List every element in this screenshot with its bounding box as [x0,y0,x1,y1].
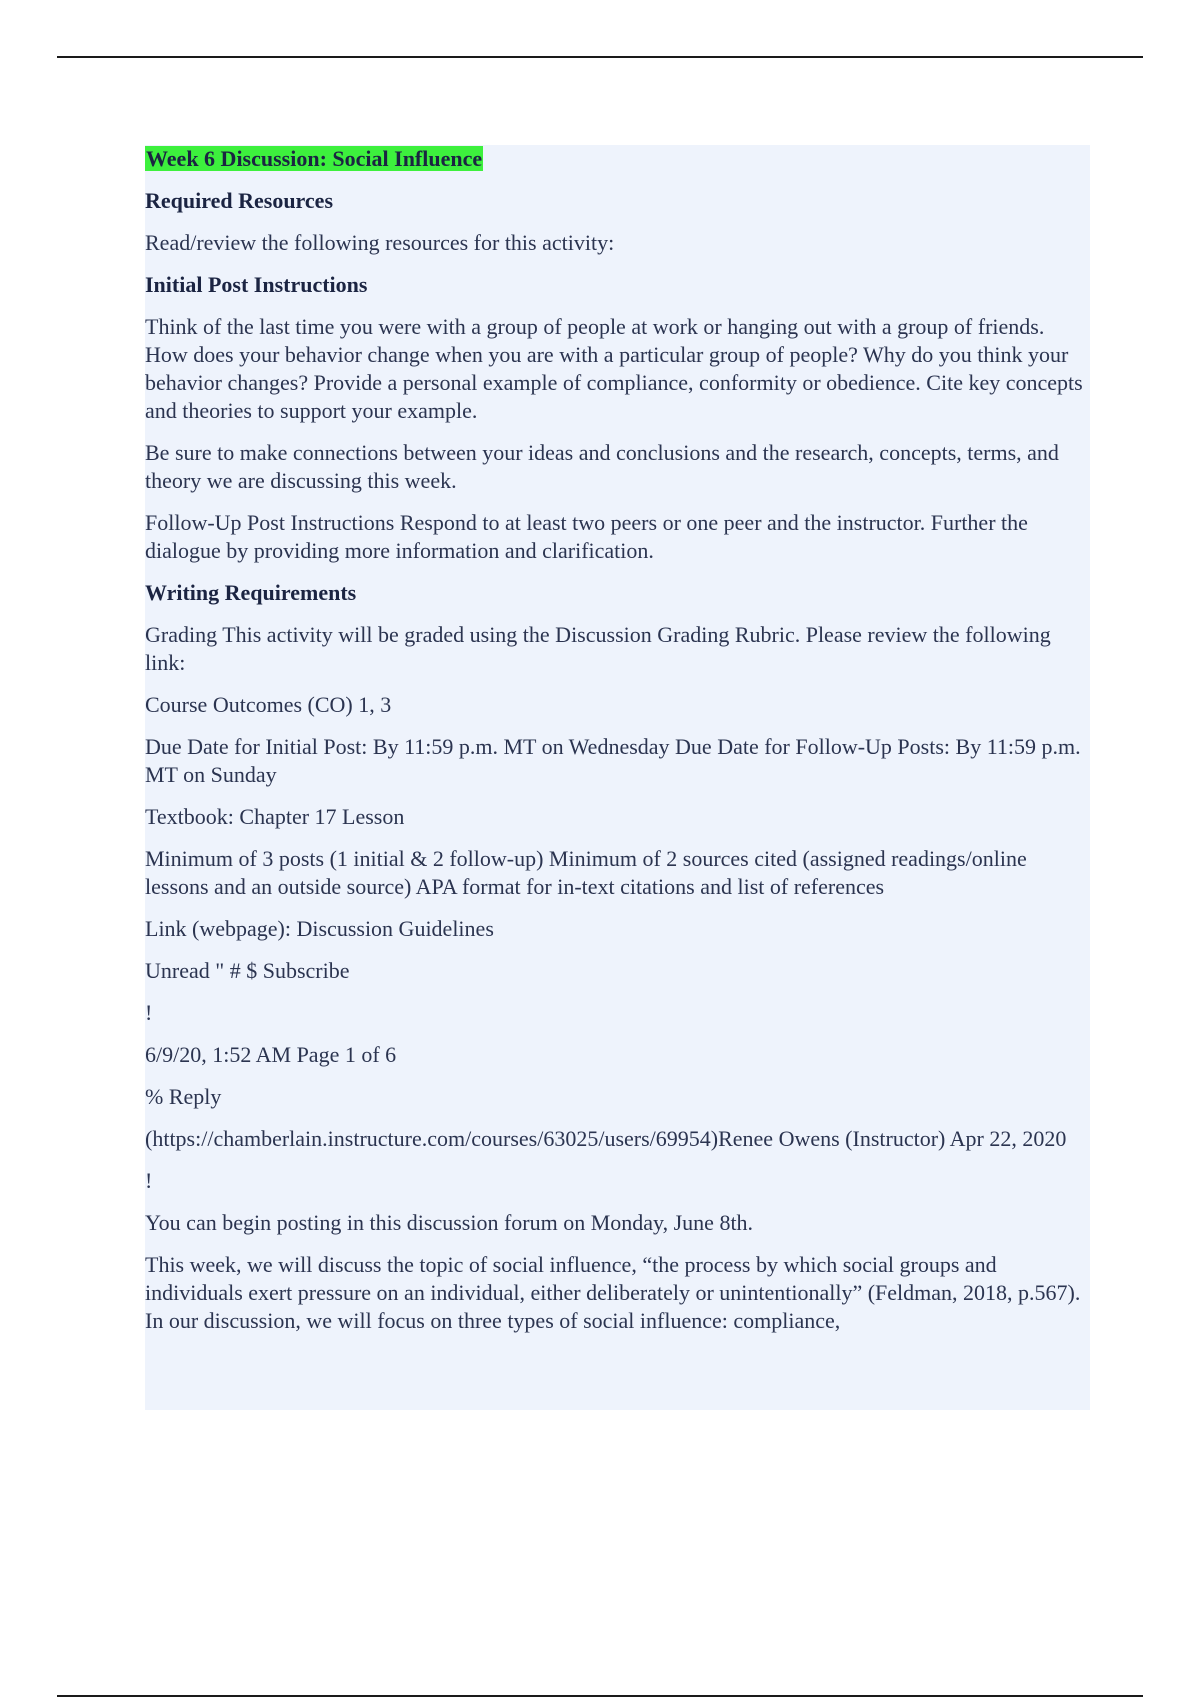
textbook-text: Textbook: Chapter 17 Lesson [145,804,405,829]
top-rule [57,56,1143,58]
grading-text: Grading This activity will be graded using the Discussion Grading Rubric. Please review the following link: [145,622,1051,675]
begin-posting-text: You can begin posting in this discussion forum on Monday, June 8th. [145,1210,754,1235]
initial-post-body: Think of the last time you were with a group of people at work or hanging out with a group of friends. How does your behavior change when you are with a particular group of people? Why do you think your behavior changes? Provide a personal example of compliance, conformity or obedience. Cite key concepts and theories to support your example. [145,314,1083,423]
discussion-guidelines-link[interactable]: Link (webpage): Discussion Guidelines [145,916,494,941]
exclamation-mark-2: ! [145,1168,153,1193]
document-title: Week 6 Discussion: Social Influence [146,146,483,171]
document-text [145,145,1090,1335]
initial-post-heading: Initial Post Instructions [145,272,368,297]
document-panel [145,145,1090,1410]
writing-requirements-heading: Writing Requirements [145,580,357,605]
connections-text: Be sure to make connections between your ideas and conclusions and the research, concepts, terms, and theory we are discussing this week. [145,440,1059,493]
this-week-text: This week, we will discuss the topic of social influence, “the process by which social groups and individuals exert pressure on an individual, either deliberately or unintentionally” (Feldman, 2018, p.567). In our discussion, we will focus on three types of social influence: compliance, [145,1252,1081,1333]
follow-up-text: Follow-Up Post Instructions Respond to at least two peers or one peer and the instructor. Further the dialogue by providing more information and clarification. [145,510,1028,563]
reply-text: % Reply [145,1084,222,1109]
required-resources-heading: Required Resources [145,188,334,213]
unread-subscribe-text: Unread " # $ Subscribe [145,958,350,983]
read-review-text: Read/review the following resources for this activity: [145,230,615,255]
title-line [145,145,1090,173]
instructor-line: (https://chamberlain.instructure.com/courses/63025/users/69954)Renee Owens (Instructor) Apr 22, 2020 [145,1126,1067,1151]
timestamp-text: 6/9/20, 1:52 AM Page 1 of 6 [145,1042,397,1067]
minimum-posts-text: Minimum of 3 posts (1 initial & 2 follow-up) Minimum of 2 sources cited (assigned readings/online lessons and an outside source) APA format for in-text citations and list of references [145,846,1027,899]
bottom-rule [57,1695,1143,1697]
exclamation-mark-1: ! [145,1000,153,1025]
course-outcomes-text: Course Outcomes (CO) 1, 3 [145,692,392,717]
due-dates-text: Due Date for Initial Post: By 11:59 p.m. MT on Wednesday Due Date for Follow-Up Posts: By 11:59 p.m. MT on Sunday [145,734,1081,787]
